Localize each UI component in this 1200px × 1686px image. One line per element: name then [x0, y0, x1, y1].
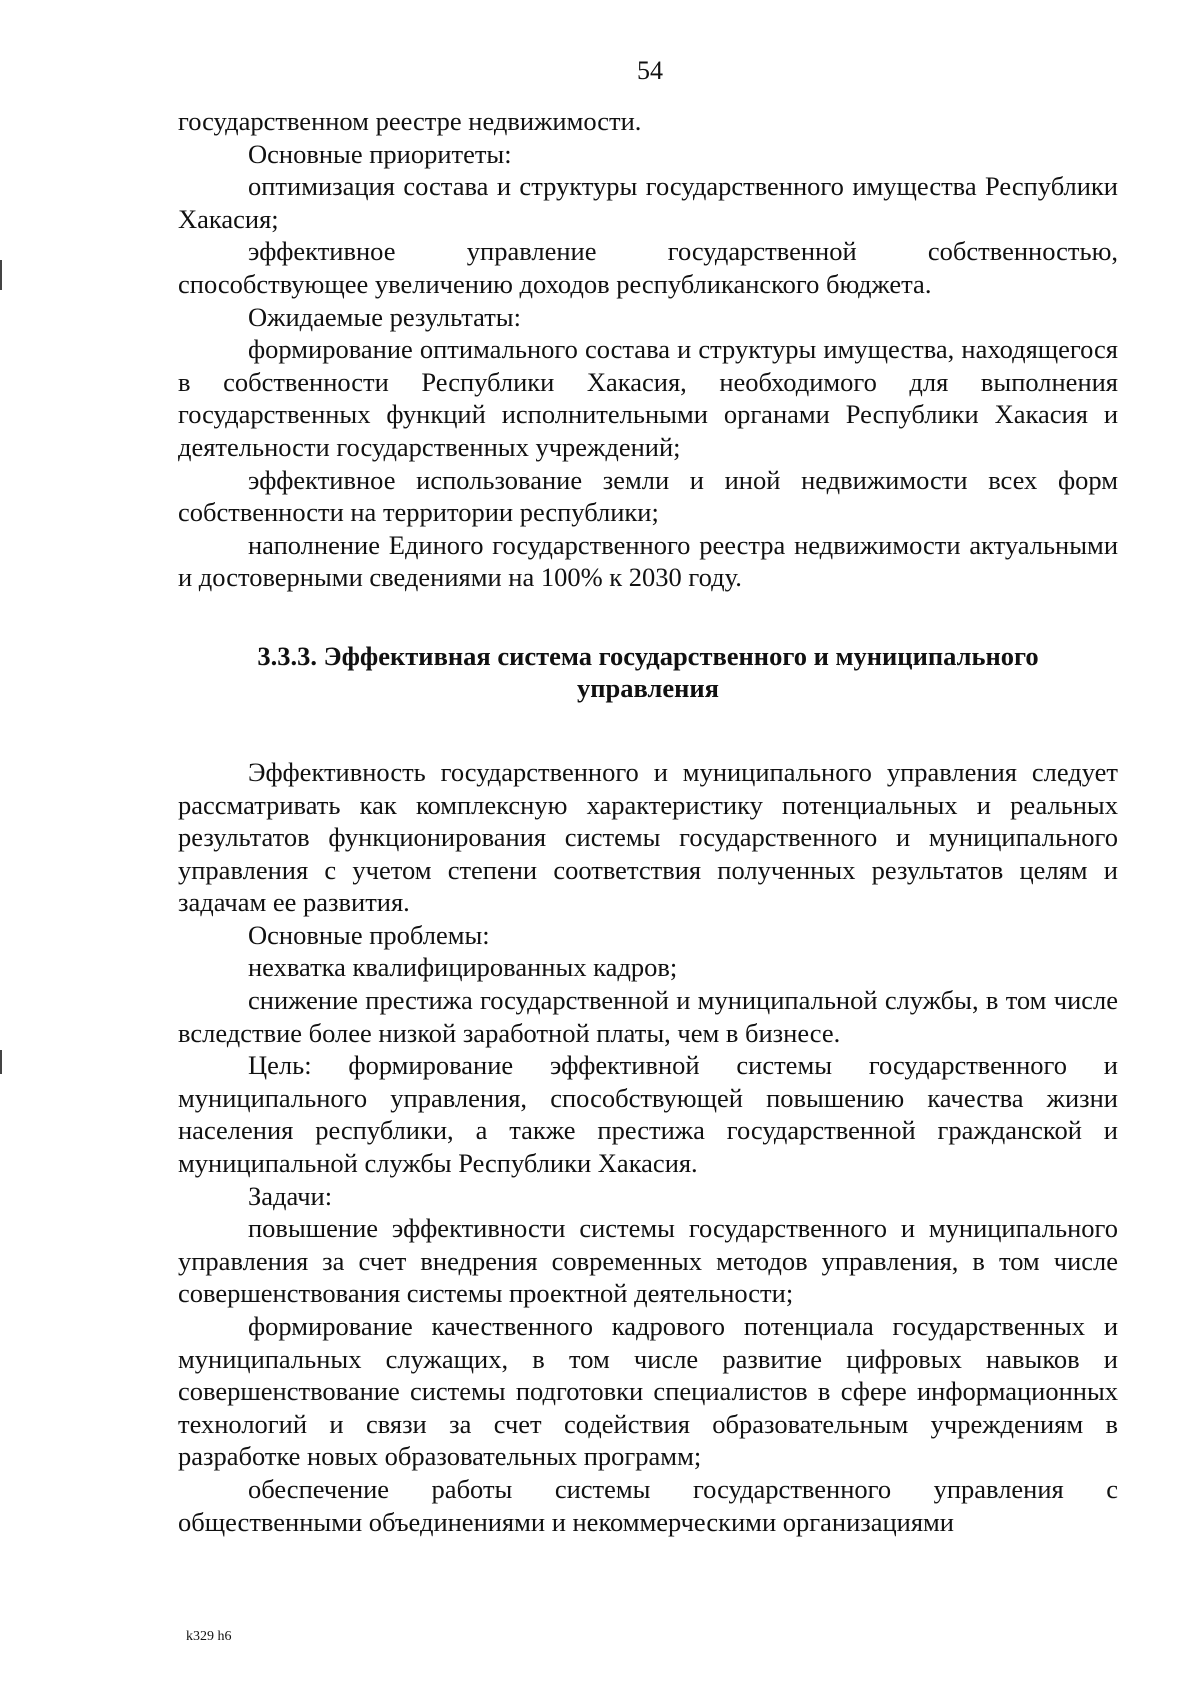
footer-document-code: k329 h6: [186, 1629, 232, 1644]
paragraph: Ожидаемые результаты:: [248, 301, 521, 332]
list-item: формирование качественного кадрового потенциала государственных и муниципальных служащих, в том числе развитие цифровых навыков и совершенствование системы подготовки специалистов в сфере информационных технологий и связи за счет содействия образовательным учреждениям в разработке новых образовательных программ;: [178, 1311, 1118, 1472]
section-heading: 3.3.3. Эффективная система государственного и муниципального управления: [257, 640, 1039, 703]
scan-edge-mark: [0, 1050, 2, 1074]
list-item: эффективное использование земли и иной недвижимости всех форм собственности на территории республики;: [178, 464, 1118, 528]
paragraph: Задачи:: [248, 1180, 333, 1211]
paragraph: Эффективность государственного и муниципального управления следует рассматривать как комплексную характеристику потенциальных и реальных результатов функционирования системы государственного и муниципального управления с учетом степени соответствия полученных результатов целям и задачам ее развития.: [178, 756, 1118, 918]
list-item: наполнение Единого государственного реестра недвижимости актуальными и достоверными сведениями на 100% к 2030 году.: [178, 529, 1118, 593]
paragraph: Цель: формирование эффективной системы государственного и муниципального управления, способствующей повышению качества жизни населения республики, а также престижа государственной гражданской и муниципальной службы Республики Хакасия.: [178, 1050, 1118, 1179]
list-item: эффективное управление государственной собственностью, способствующее увеличению доходов республиканского бюджета.: [178, 236, 1118, 299]
list-item: оптимизация состава и структуры государственного имущества Республики Хакасия;: [178, 171, 1118, 234]
list-item: обеспечение работы системы государственного управления с общественными объединениями и некоммерческими организациями: [178, 1473, 1118, 1537]
scan-edge-mark: [0, 260, 2, 290]
list-item: снижение престижа государственной и муниципальной службы, в том числе вследствие более низкой заработной платы, чем в бизнесе.: [178, 985, 1118, 1048]
document-body: [178, 105, 1118, 1538]
paragraph: Основные проблемы:: [248, 919, 490, 950]
paragraph: государственном реестре недвижимости.: [178, 106, 642, 136]
list-item: нехватка квалифицированных кадров;: [248, 952, 678, 983]
paragraph: Основные приоритеты:: [248, 138, 512, 169]
page-number: 54: [637, 56, 663, 85]
list-item: повышение эффективности системы государственного и муниципального управления за счет внедрения современных методов управления, в том числе совершенствования системы проектной деятельности;: [178, 1213, 1118, 1309]
list-item: формирование оптимального состава и структуры имущества, находящегося в собственности Республики Хакасия, необходимого для выполнения государственных функций исполнительными органами Республики Хакасия и деятельности государственных учреждений;: [178, 334, 1118, 462]
